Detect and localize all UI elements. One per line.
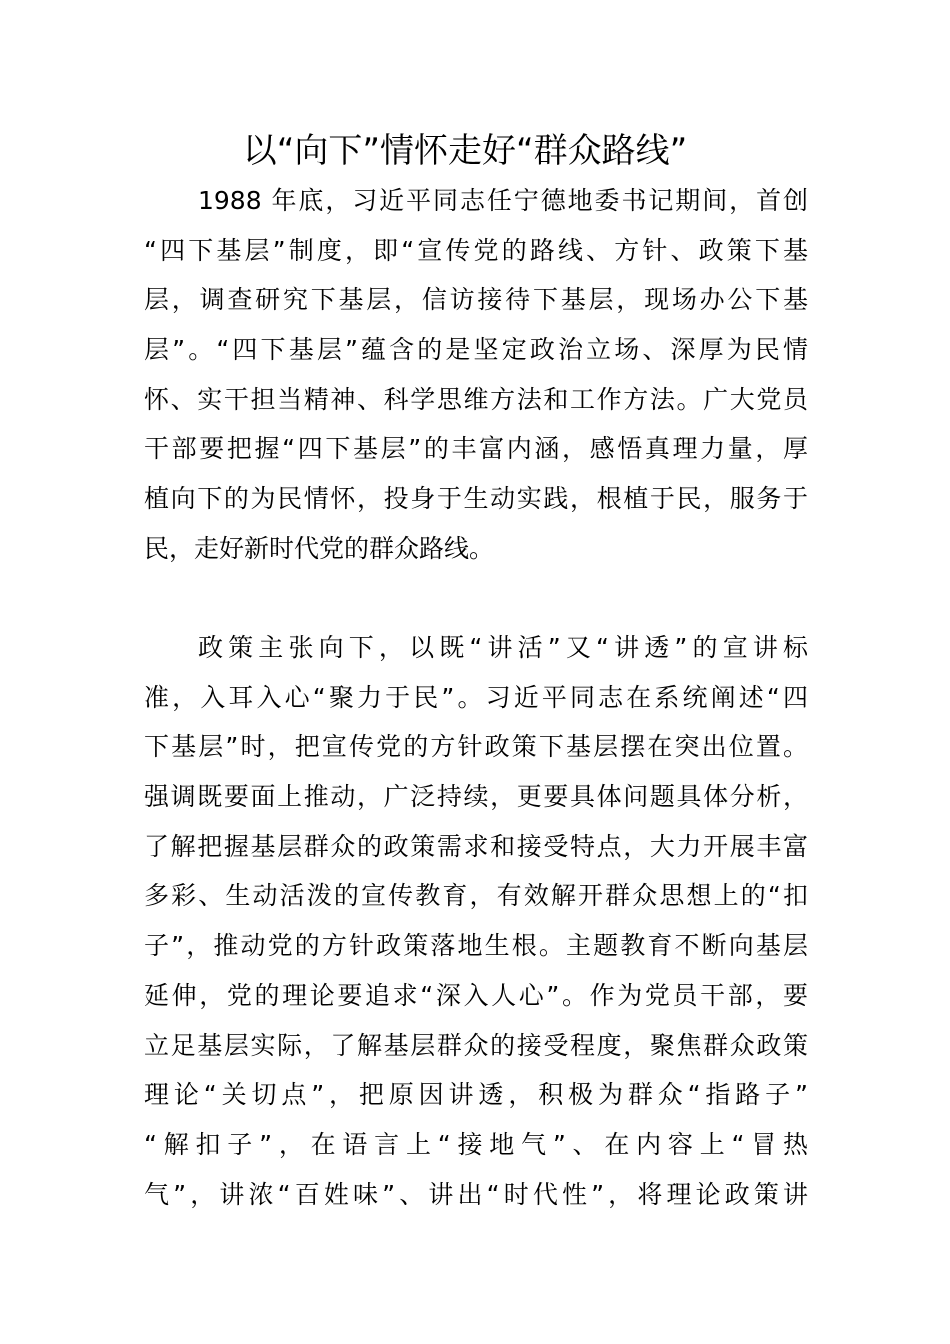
text-line: 准，入耳入心“聚力于民”。习近平同志在系统阐述“四 bbox=[144, 682, 808, 712]
text-line: 干部要把握“四下基层”的丰富内涵，感悟真理力量，厚 bbox=[144, 434, 808, 464]
text-line: 政策主张向下，以既“讲活”又“讲透”的宣讲标 bbox=[198, 633, 808, 662]
text-line: 子”，推动党的方针政策落地生根。主题教育不断向基层 bbox=[144, 931, 808, 961]
text-line: 强调既要面上推动，广泛持续，更要具体问题具体分析， bbox=[144, 782, 808, 812]
text-line: “解扣子”，在语言上“接地气”、在内容上“冒热 bbox=[144, 1129, 808, 1159]
text-line: 了解把握基层群众的政策需求和接受特点，大力开展丰富 bbox=[144, 831, 808, 861]
text-line: 下基层”时，把宣传党的方针政策下基层摆在突出位置。 bbox=[144, 732, 808, 762]
text-line: “四下基层”制度，即“宣传党的路线、方针、政策下基 bbox=[144, 235, 808, 265]
text-line: 多彩、生动活泼的宣传教育，有效解开群众思想上的“扣 bbox=[144, 881, 808, 911]
paragraph-1 bbox=[144, 176, 808, 574]
text-line: 层”。“四下基层”蕴含的是坚定政治立场、深厚为民情 bbox=[144, 335, 808, 365]
text-line: 延伸，党的理论要追求“深入人心”。作为党员干部，要 bbox=[144, 980, 808, 1010]
page-title: 以“向下”情怀走好“群众路线” bbox=[242, 131, 688, 171]
text-line: 民，走好新时代党的群众路线。 bbox=[144, 533, 495, 563]
text-line: 植向下的为民情怀，投身于生动实践，根植于民，服务于 bbox=[144, 484, 808, 514]
text-line: 怀、实干担当精神、科学思维方法和工作方法。广大党员 bbox=[144, 384, 808, 414]
text-line: 层，调查研究下基层，信访接待下基层，现场办公下基 bbox=[144, 285, 808, 315]
text-line: 立足基层实际，了解基层群众的接受程度，聚焦群众政策 bbox=[144, 1030, 808, 1060]
paragraph-2 bbox=[144, 623, 808, 1219]
text-line: 理论“关切点”，把原因讲透，积极为群众“指路子” bbox=[144, 1080, 808, 1110]
text-line: 1988 年底，习近平同志任宁德地委书记期间，首创 bbox=[198, 186, 808, 215]
text-line: 气”，讲浓“百姓味”、讲出“时代性”，将理论政策讲 bbox=[144, 1179, 808, 1209]
